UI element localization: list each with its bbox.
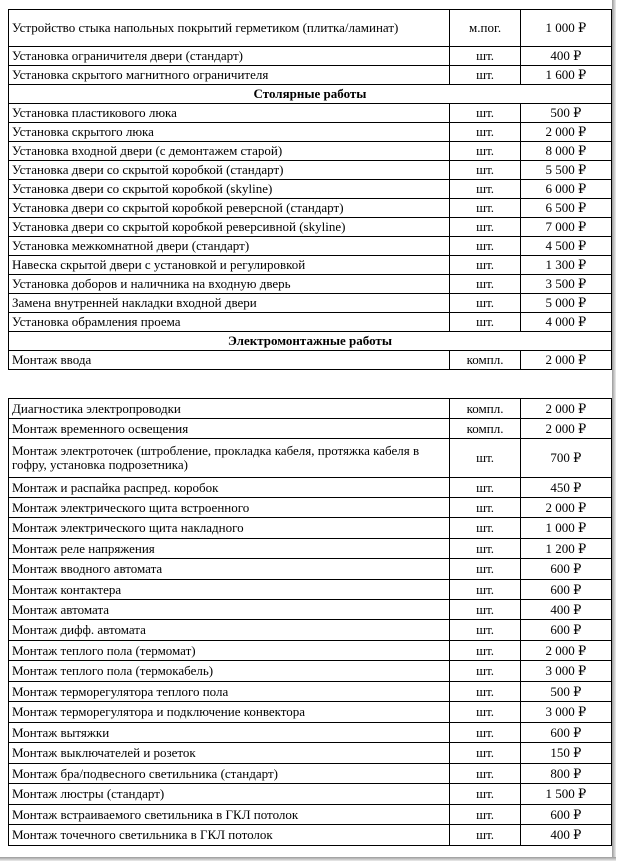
price-value: 450 ₽ — [520, 478, 611, 498]
table-row — [9, 275, 612, 294]
table-row — [9, 723, 612, 743]
unit-of-measure: шт. — [450, 580, 520, 600]
service-name: Установка двери со скрытой коробкой (стандарт) — [9, 161, 450, 180]
price-value: 1 200 ₽ — [520, 539, 611, 559]
price-value: 600 ₽ — [520, 580, 611, 600]
unit-of-measure: шт. — [450, 764, 520, 784]
page-shadow-bottom — [0, 857, 616, 861]
unit-of-measure: шт. — [450, 256, 520, 275]
table-row — [9, 419, 612, 439]
price-value: 800 ₽ — [520, 764, 611, 784]
table-row — [9, 702, 612, 723]
section-title: Электромонтажные работы — [9, 332, 612, 351]
service-name: Монтаж люстры (стандарт) — [9, 784, 450, 805]
table-row — [9, 10, 612, 47]
service-name: Монтаж бра/подвесного светильника (стандарт) — [9, 764, 450, 784]
table-row — [9, 620, 612, 641]
service-name: Монтаж электроточек (штробление, прокладка кабеля, протяжка кабеля в гофру, установка подрозетника) — [9, 439, 450, 478]
price-value: 5 000 ₽ — [520, 294, 611, 313]
table-row — [9, 641, 612, 661]
unit-of-measure: компл. — [450, 419, 520, 439]
table-row — [9, 104, 612, 123]
service-name: Установка двери со скрытой коробкой реверсивной (skyline) — [9, 218, 450, 237]
unit-of-measure: шт. — [450, 723, 520, 743]
price-value: 6 500 ₽ — [520, 199, 611, 218]
unit-of-measure: шт. — [450, 237, 520, 256]
table-row — [9, 559, 612, 580]
section-header-row — [9, 332, 612, 351]
service-name: Установка двери со скрытой коробкой реверсной (стандарт) — [9, 199, 450, 218]
service-name: Установка ограничителя двери (стандарт) — [9, 47, 450, 66]
table-row — [9, 399, 612, 419]
service-name: Установка межкомнатной двери (стандарт) — [9, 237, 450, 256]
price-value: 600 ₽ — [520, 559, 611, 580]
price-value: 2 000 ₽ — [520, 123, 611, 142]
price-value: 1 000 ₽ — [520, 518, 611, 539]
service-name: Монтаж встраиваемого светильника в ГКЛ потолок — [9, 805, 450, 825]
price-value: 500 ₽ — [520, 104, 611, 123]
service-name: Навеска скрытой двери с установкой и регулировкой — [9, 256, 450, 275]
unit-of-measure: шт. — [450, 199, 520, 218]
table-row — [9, 180, 612, 199]
service-name: Монтаж контактера — [9, 580, 450, 600]
service-name: Установка доборов и наличника на входную дверь — [9, 275, 450, 294]
unit-of-measure: шт. — [450, 600, 520, 620]
table-row — [9, 580, 612, 600]
unit-of-measure: шт. — [450, 498, 520, 518]
unit-of-measure: шт. — [450, 805, 520, 825]
table-row — [9, 518, 612, 539]
unit-of-measure: шт. — [450, 313, 520, 332]
unit-of-measure: шт. — [450, 47, 520, 66]
price-value: 700 ₽ — [520, 439, 611, 478]
table-row — [9, 478, 612, 498]
unit-of-measure: компл. — [450, 399, 520, 419]
price-value: 2 000 ₽ — [520, 399, 611, 419]
table-row — [9, 743, 612, 764]
price-value: 5 500 ₽ — [520, 161, 611, 180]
price-value: 500 ₽ — [520, 682, 611, 702]
price-value: 3 500 ₽ — [520, 275, 611, 294]
price-value: 2 000 ₽ — [520, 351, 611, 370]
table-row — [9, 237, 612, 256]
table-row — [9, 351, 612, 370]
service-name: Монтаж терморегулятора и подключение конвектора — [9, 702, 450, 723]
service-name: Монтаж реле напряжения — [9, 539, 450, 559]
service-name: Монтаж электрического щита встроенного — [9, 498, 450, 518]
price-value: 4 500 ₽ — [520, 237, 611, 256]
price-value: 1 500 ₽ — [520, 784, 611, 805]
service-name: Монтаж точечного светильника в ГКЛ потолок — [9, 825, 450, 846]
unit-of-measure: компл. — [450, 351, 520, 370]
price-value: 600 ₽ — [520, 805, 611, 825]
table-row — [9, 313, 612, 332]
unit-of-measure: шт. — [450, 661, 520, 682]
price-value: 3 000 ₽ — [520, 661, 611, 682]
price-value: 150 ₽ — [520, 743, 611, 764]
service-name: Установка обрамления проема — [9, 313, 450, 332]
service-name: Монтаж выключателей и розеток — [9, 743, 450, 764]
table-row — [9, 161, 612, 180]
unit-of-measure: шт. — [450, 539, 520, 559]
table-row — [9, 764, 612, 784]
unit-of-measure: шт. — [450, 620, 520, 641]
section-title: Столярные работы — [9, 85, 612, 104]
table-row — [9, 294, 612, 313]
service-name: Устройство стыка напольных покрытий герметиком (плитка/ламинат) — [9, 10, 450, 47]
unit-of-measure: шт. — [450, 743, 520, 764]
unit-of-measure: шт. — [450, 702, 520, 723]
page-shadow-right — [612, 0, 616, 859]
price-value: 4 000 ₽ — [520, 313, 611, 332]
service-name: Установка пластикового люка — [9, 104, 450, 123]
service-name: Установка двери со скрытой коробкой (skyline) — [9, 180, 450, 199]
unit-of-measure: шт. — [450, 784, 520, 805]
table-row — [9, 66, 612, 85]
unit-of-measure: шт. — [450, 104, 520, 123]
price-value: 1 000 ₽ — [520, 10, 611, 47]
unit-of-measure: шт. — [450, 123, 520, 142]
service-name: Монтаж вытяжки — [9, 723, 450, 743]
service-name: Монтаж теплого пола (термомат) — [9, 641, 450, 661]
unit-of-measure: шт. — [450, 66, 520, 85]
price-value: 2 000 ₽ — [520, 419, 611, 439]
unit-of-measure: шт. — [450, 275, 520, 294]
unit-of-measure: шт. — [450, 439, 520, 478]
service-name: Монтаж ввода — [9, 351, 450, 370]
table-row — [9, 784, 612, 805]
table-row — [9, 123, 612, 142]
service-name: Монтаж теплого пола (термокабель) — [9, 661, 450, 682]
unit-of-measure: шт. — [450, 559, 520, 580]
table-row — [9, 539, 612, 559]
price-table-top — [8, 9, 612, 370]
unit-of-measure: шт. — [450, 518, 520, 539]
service-name: Диагностика электропроводки — [9, 399, 450, 419]
service-name: Монтаж временного освещения — [9, 419, 450, 439]
price-value: 400 ₽ — [520, 47, 611, 66]
price-value: 2 000 ₽ — [520, 498, 611, 518]
table-row — [9, 805, 612, 825]
unit-of-measure: шт. — [450, 294, 520, 313]
price-value: 2 000 ₽ — [520, 641, 611, 661]
table-row — [9, 439, 612, 478]
unit-of-measure: шт. — [450, 641, 520, 661]
unit-of-measure: шт. — [450, 218, 520, 237]
unit-of-measure: шт. — [450, 478, 520, 498]
table-row — [9, 256, 612, 275]
service-name: Монтаж вводного автомата — [9, 559, 450, 580]
price-value: 1 300 ₽ — [520, 256, 611, 275]
price-value: 6 000 ₽ — [520, 180, 611, 199]
table-row — [9, 600, 612, 620]
section-header-row — [9, 85, 612, 104]
service-name: Монтаж электрического щита накладного — [9, 518, 450, 539]
table-row — [9, 825, 612, 846]
unit-of-measure: шт. — [450, 180, 520, 199]
table-row — [9, 47, 612, 66]
price-value: 600 ₽ — [520, 620, 611, 641]
service-name: Замена внутренней накладки входной двери — [9, 294, 450, 313]
table-row — [9, 218, 612, 237]
unit-of-measure: шт. — [450, 142, 520, 161]
price-value: 400 ₽ — [520, 600, 611, 620]
service-name: Установка входной двери (с демонтажем старой) — [9, 142, 450, 161]
service-name: Монтаж автомата — [9, 600, 450, 620]
service-name: Монтаж и распайка распред. коробок — [9, 478, 450, 498]
service-name: Монтаж дифф. автомата — [9, 620, 450, 641]
service-name: Установка скрытого люка — [9, 123, 450, 142]
table-row — [9, 682, 612, 702]
price-table-bottom — [8, 398, 612, 846]
unit-of-measure: шт. — [450, 682, 520, 702]
price-value: 3 000 ₽ — [520, 702, 611, 723]
price-value: 400 ₽ — [520, 825, 611, 846]
unit-of-measure: м.пог. — [450, 10, 520, 47]
price-value: 1 600 ₽ — [520, 66, 611, 85]
unit-of-measure: шт. — [450, 161, 520, 180]
table-row — [9, 498, 612, 518]
price-value: 8 000 ₽ — [520, 142, 611, 161]
table-row — [9, 661, 612, 682]
service-name: Монтаж терморегулятора теплого пола — [9, 682, 450, 702]
table-row — [9, 142, 612, 161]
table-row — [9, 199, 612, 218]
unit-of-measure: шт. — [450, 825, 520, 846]
price-value: 7 000 ₽ — [520, 218, 611, 237]
service-name: Установка скрытого магнитного ограничителя — [9, 66, 450, 85]
price-value: 600 ₽ — [520, 723, 611, 743]
